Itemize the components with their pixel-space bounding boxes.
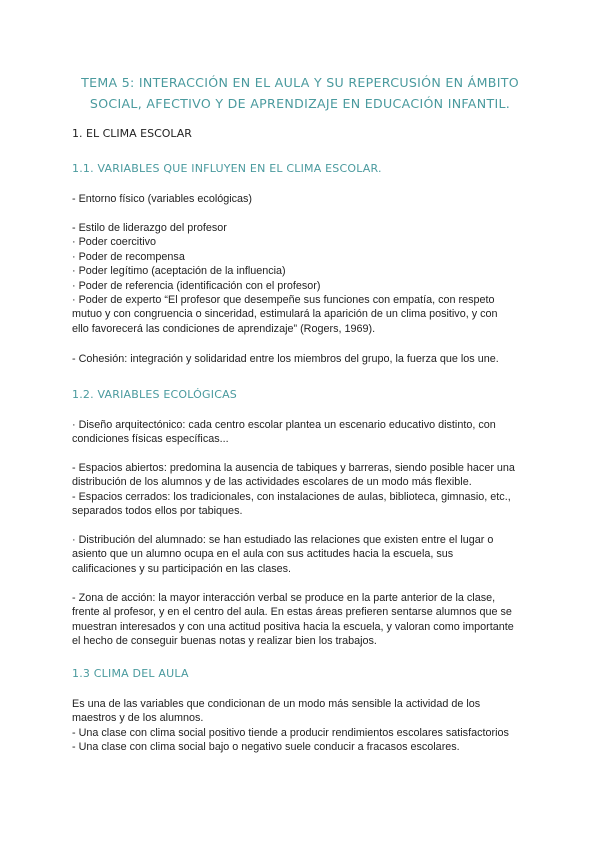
- text-line: mutuo y con congruencia o sinceridad, estimulará la aparición de un clima positivo, y con: [72, 308, 498, 321]
- subsection-heading-ecologicas: 1.2. VARIABLES ECOLÓGICAS: [72, 388, 237, 401]
- text-line: · Poder legítimo (aceptación de la influencia): [72, 265, 286, 278]
- text-line: - Entorno físico (variables ecológicas): [72, 193, 253, 205]
- text-line: ello favorecerá las condiciones de aprendizaje” (Rogers, 1969).: [72, 322, 376, 335]
- paragraph-clima-aula: [72, 697, 542, 755]
- text-line: - Espacios cerrados: los tradicionales, con instalaciones de aulas, biblioteca, gimnasio, etc.,: [72, 490, 511, 503]
- text-line: · Diseño arquitectónico: cada centro escolar plantea un escenario educativo distinto, con: [72, 419, 496, 431]
- paragraph-cohesion: [72, 352, 542, 366]
- text-line: frente al profesor, y en el centro del aula. En estas áreas prefieren sentarse alumnos que se: [72, 606, 512, 619]
- text-line: - Espacios abiertos: predomina la ausencia de tabiques y barreras, siendo posible hacer una: [72, 462, 515, 474]
- text-line: separados todos ellos por tabiques.: [72, 505, 243, 518]
- text-line: muestran interesados y con una actitud positiva hacia la escuela, y valoran como importante: [72, 620, 514, 633]
- text-line: asiento que un alumno ocupa en el aula con sus actitudes hacia la escuela, sus: [72, 548, 454, 561]
- text-line: - Estilo de liderazgo del profesor: [72, 222, 227, 234]
- subsection-heading-clima-aula: 1.3 CLIMA DEL AULA: [72, 667, 189, 680]
- paragraph-distribucion: [72, 533, 542, 576]
- section-heading-clima-escolar: 1. EL CLIMA ESCOLAR: [72, 127, 192, 140]
- text-line: · Poder de referencia (identificación con el profesor): [72, 279, 321, 292]
- paragraph-zona: [72, 591, 542, 649]
- text-line: Es una de las variables que condicionan de un modo más sensible la actividad de los: [72, 698, 481, 710]
- text-line: distribución de los alumnos y de las actividades escolares de un modo más flexible.: [72, 476, 472, 489]
- text-line: - Una clase con clima social positivo tiende a producir rendimientos escolares satisfactorios: [72, 726, 509, 739]
- subsection-heading-variables: 1.1. VARIABLES QUE INFLUYEN EN EL CLIMA ESCOLAR.: [72, 162, 382, 175]
- text-line: · Distribución del alumnado: se han estudiado las relaciones que existen entre el lugar o: [72, 534, 494, 546]
- text-line: · Poder de recompensa: [72, 250, 185, 263]
- paragraph-entorno: [72, 192, 542, 206]
- text-line: el hecho de conseguir buenas notas y realizar bien los trabajos.: [72, 635, 377, 648]
- title-line-1: TEMA 5: INTERACCIÓN EN EL AULA Y SU REPERCUSIÓN EN ÁMBITO: [81, 75, 519, 90]
- text-line: condiciones físicas específicas...: [72, 433, 229, 446]
- text-line: - Zona de acción: la mayor interacción verbal se produce en la parte anterior de la clase,: [72, 592, 496, 604]
- text-line: calificaciones y su participación en las clases.: [72, 562, 292, 575]
- paragraph-liderazgo: [72, 221, 542, 336]
- paragraph-diseno: [72, 418, 542, 447]
- paragraph-espacios: [72, 461, 542, 519]
- text-line: - Cohesión: integración y solidaridad entre los miembros del grupo, la fuerza que los une.: [72, 353, 499, 365]
- document-title: [40, 72, 560, 114]
- text-line: · Poder de experto “El profesor que desempeñe sus funciones con empatía, con respeto: [72, 294, 495, 307]
- text-line: - Una clase con clima social bajo o negativo suele conducir a fracasos escolares.: [72, 741, 460, 754]
- title-line-2: SOCIAL, AFECTIVO Y DE APRENDIZAJE EN EDUCACIÓN INFANTIL.: [89, 96, 511, 111]
- text-line: · Poder coercitivo: [72, 236, 157, 249]
- text-line: maestros y de los alumnos.: [72, 712, 204, 725]
